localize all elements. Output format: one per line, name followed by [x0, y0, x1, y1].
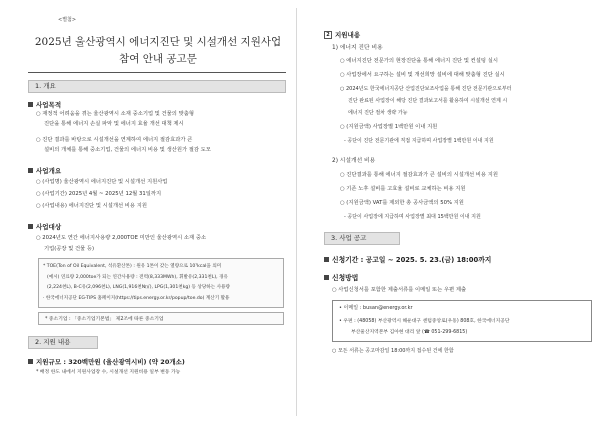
purpose-line: ○ 진단 결과를 바탕으로 시설개선을 연계하여 에너지 절감효과가 큰 [36, 137, 193, 143]
support-line: - 공단이 진단 전문기관에 직접 지급하며 사업장별 1백만원 이내 지원 [344, 138, 494, 144]
support-line: - 공단이 사업장에 지급하며 사업장별 최대 15백만원 이내 지원 [344, 214, 481, 220]
overview-line: ○ (사업명) 울산광역시 에너지진단 및 시설개선 지원사업 [36, 179, 168, 185]
square-bullet-icon [28, 224, 33, 229]
note-line: (예시) 연료량 2,000toe가 되는 연간사용량 : 전력(8,333MWh), 휘발유(2,331천L), 경유 [47, 275, 228, 280]
section-notice-header: 3. 사업 공고 [324, 232, 400, 245]
target-heading [28, 222, 61, 231]
final-note: ○ 모든 서류는 공고마감일 18:00까지 접수된 건에 한함 [332, 348, 454, 354]
support-line: ○ 사업장에서 요구하는 설비 및 개선희망 설비에 대해 맞춤형 진단 실시 [340, 72, 505, 78]
target-line: ○ 2024년도 연간 에너지사용량 2,000TOE 미만인 울산광역시 소재 중소 [36, 235, 207, 241]
sub-heading: 2) 시설개선 비용 [332, 158, 376, 164]
method-heading [324, 272, 358, 282]
period-heading [324, 254, 491, 264]
square-bullet-icon [28, 168, 33, 173]
support-line: ○ (지원금액) VAT를 제외한 총 공사금액의 50% 지원 [340, 200, 464, 206]
number-box-icon: 2 [324, 31, 332, 39]
purpose-line: 진단을 통해 에너지 손실 파악 및 에너지 효율 개선 대책 제시 [44, 121, 184, 127]
overview-label: 사업개요 [36, 167, 62, 175]
purpose-label: 사업목적 [36, 101, 62, 109]
period-label: 신청기간 : 공고일 ~ 2025. 5. 23.(금) 18:00까지 [332, 256, 492, 264]
support-line: 진단 완료된 사업장이 해당 진단 결과보고서를 활용하여 시설개선 연계 시 [348, 98, 508, 104]
overview-line: ○ (사업내용) 에너지진단 및 시설개선 비용 지원 [36, 203, 147, 209]
section-overview-header: 1. 개요 [28, 80, 286, 93]
sme-note-box [38, 312, 284, 325]
square-bullet-icon [324, 257, 329, 262]
purpose-line: 설비의 개체를 통해 중소기업, 건물의 에너지 비용 및 생산원가 절감 도모 [44, 147, 211, 153]
square-bullet-icon [324, 275, 329, 280]
support-line: ○ 2024년도 한국에너지공단 산업진단보조사업을 통해 진단 전문기관으로부터 [340, 86, 512, 92]
target-label: 사업대상 [36, 223, 62, 231]
support-line: ○ 기존 노후 설비를 고효율 설비로 교체하는 비용 지원 [340, 186, 466, 192]
square-bullet-icon [28, 102, 33, 107]
toe-note-box [38, 258, 284, 308]
note-line: · 한국에너지공단 EG-TIPS 홈페이지(https://tips.energy.or.kr/popup/toe.do) 계산기 활용 [43, 296, 230, 301]
overview-heading [28, 166, 61, 175]
support-content-label: 지원내용 [335, 31, 361, 39]
column-divider [296, 8, 297, 416]
support-line: ○ 진단결과를 통해 에너지 절감효과가 큰 설비의 시설개선 비용 지원 [340, 172, 498, 178]
attachment-tag: <별첨> [58, 17, 77, 23]
support-line: ○ 에너지진단 전문가의 현장진단을 통해 에너지 진단 및 컨설팅 실시 [340, 58, 498, 64]
support-line: 에너지 진단 절차 생략 가능 [348, 110, 408, 116]
contact-email[interactable]: • 이메일 : busan@energy.or.kr [339, 305, 413, 311]
doc-title-line2: 참여 안내 공고문 [119, 53, 197, 65]
note-line: * 중소기업 : 「중소기업기본법」 제2조에 따른 중소기업 [45, 317, 164, 322]
sub-heading: 1) 에너지 진단 비용 [332, 45, 383, 51]
doc-title-line1: 2025년 울산광역시 에너지진단 및 시설개선 지원사업 [34, 36, 282, 48]
scale-label: 지원규모 : 320백만원 (울산광역시비) (약 20개소) [36, 358, 185, 366]
contact-address-2: 부산울산지역본부 김아현 대리 앞 (☎ 051-299-6815) [351, 330, 468, 335]
overview-line: ○ (사업기간) 2025년 4월 ~ 2025년 12월 31일까지 [36, 191, 162, 197]
square-bullet-icon [28, 359, 33, 364]
purpose-line: ○ 재정적 어려움을 겪는 울산광역시 소재 중소기업 및 건물의 맞춤형 [36, 111, 194, 117]
scale-heading [28, 357, 185, 366]
method-line: ○ 사업신청서를 포함한 제출서류를 이메일 또는 우편 제출 [332, 287, 467, 293]
purpose-heading [28, 100, 61, 109]
note-line: * TOE(Ton of Oil Equivalent, 석유환산톤) : 원유 1톤이 갖는 열량으로 10⁷kcal을 의미 [43, 264, 222, 269]
note-line: (2,224천L), B-C유(2,096천L), LNG(1,916천N㎥), LPG(1,301천kg) 등 상당하는 사용량 [47, 285, 230, 290]
target-line: 기업(공장 및 건물 등) [44, 246, 95, 252]
title-rule [28, 72, 286, 73]
support-line: ○ (지원금액) 사업장별 1백만원 이내 지원 [340, 124, 438, 130]
scale-note: * 배정 한도 내에서 지원사업장 수, 시설개선 지원비용 일부 변동 가능 [36, 370, 181, 375]
support-content-heading [324, 30, 360, 39]
section-support-header: 2. 지원 내용 [28, 336, 98, 349]
method-label: 신청방법 [332, 274, 359, 282]
contact-box [332, 300, 592, 342]
contact-address: • 우편 : (48058) 부산광역시 해운대구 센텀중앙로(우동) 808호, 한국에너지공단 [339, 319, 510, 324]
